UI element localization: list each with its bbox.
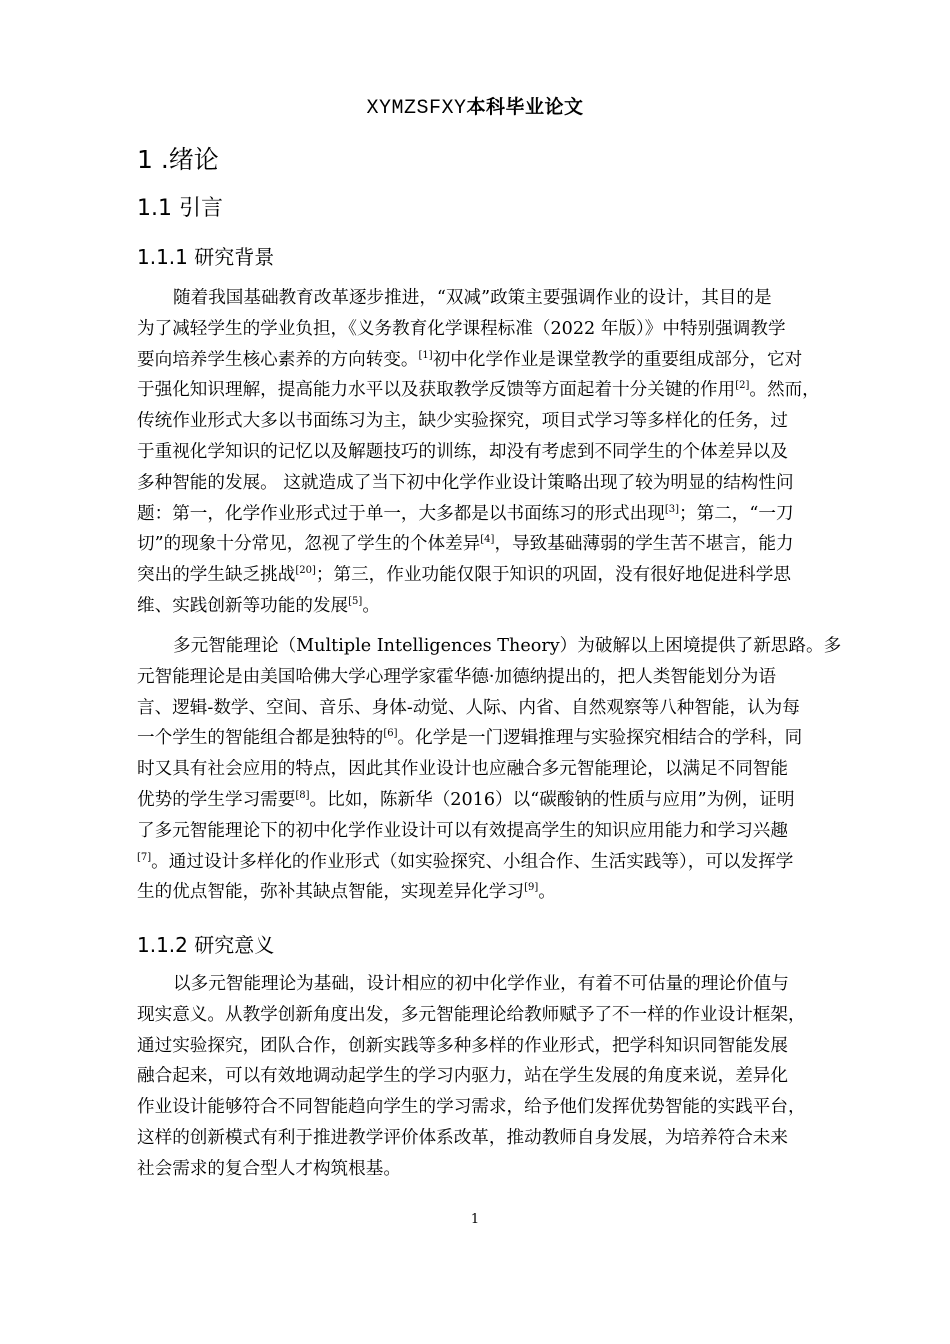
text-line — [137, 375, 859, 406]
text-segment: 突出的学生缺乏挑战 — [137, 565, 296, 586]
text-line: 随着我国基础教育改革逐步推进，“双减”政策主要强调作业的设计，其目的是 — [173, 288, 772, 308]
text-line: 时又具有社会应用的特点，因此其作业设计也应融合多元智能理论，以满足不同智能 — [137, 759, 788, 780]
text-segment: 题：第一，化学作业形式过于单一，大多都是以书面练习的形式出现 — [137, 503, 665, 524]
header-school-code: XYMZSFXY — [366, 97, 467, 120]
text-segment: 。比如，陈新华（2016）以“碳酸钠的性质与应用”为例，证明 — [309, 789, 795, 810]
citation-ref: [2] — [735, 380, 750, 392]
subsection-heading-background: 1.1.1 研究背景 — [137, 245, 275, 269]
text-segment: 。然而， — [749, 380, 820, 401]
text-segment: 。通过设计多样化的作业形式（如实验探究、小组合作、生活实践等），可以发挥学 — [151, 851, 794, 872]
citation-ref: [1] — [418, 349, 433, 361]
text-segment: ，导致基础薄弱的学生苦不堪言，能力 — [494, 534, 794, 555]
text-line: 多种智能的发展。 这就造成了当下初中化学作业设计策略出现了较为明显的结构性问 — [137, 472, 794, 493]
text-line: 为了减轻学生的学业负担，《义务教育化学课程标准（2022 年版）》中特别强调教学 — [137, 318, 786, 339]
text-segment: 。 — [538, 882, 556, 903]
subsection-heading-significance: 1.1.2 研究意义 — [137, 933, 275, 957]
text-line — [137, 847, 859, 878]
text-segment: ；第三，作业功能仅限于知识的巩固，没有很好地促进科学思 — [315, 565, 791, 586]
citation-ref: [20] — [295, 565, 316, 577]
text-line — [137, 591, 859, 622]
paragraph-background-2 — [137, 631, 859, 908]
citation-ref: [7] — [137, 851, 152, 863]
text-line: 通过实验探究，团队合作，创新实践等多种多样的作业形式，把学科知识同智能发展 — [137, 1035, 788, 1056]
text-segment: 生的优点智能，弥补其缺点智能，实现差异化学习 — [137, 882, 525, 903]
running-header — [0, 92, 950, 120]
paragraph-significance — [137, 969, 859, 1185]
citation-ref: [8] — [295, 789, 310, 801]
text-line: 这样的创新模式有利于推进教学评价体系改革，推动教师自身发展，为培养符合未来 — [137, 1127, 788, 1148]
text-segment: 于强化知识理解，提高能力水平以及获取教学反馈等方面起着十分关键的作用 — [137, 380, 736, 401]
header-title: 本科毕业论文 — [466, 96, 584, 118]
text-line: 作业设计能够符合不同智能趋向学生的学习需求，给予他们发挥优势智能的实践平台， — [137, 1097, 806, 1118]
citation-ref: [3] — [664, 503, 679, 515]
text-segment: 一个学生的智能组合都是独特的 — [137, 728, 384, 749]
text-line: 元智能理论是由美国哈佛大学心理学家霍华德·加德纳提出的，把人类智能划分为语 — [137, 666, 776, 687]
page-number: 1 — [470, 1212, 480, 1227]
text-segment: 切”的现象十分常见，忽视了学生的个体差异 — [137, 534, 481, 555]
text-line: 言、逻辑-数学、空间、音乐、身体-动觉、人际、内省、自然观察等八种智能，认为每 — [137, 697, 800, 718]
text-line — [137, 785, 859, 816]
text-line — [137, 529, 859, 560]
text-segment: 。化学是一门逻辑推理与实验探究相结合的学科，同 — [397, 728, 803, 749]
citation-ref: [4] — [480, 534, 495, 546]
text-line — [137, 877, 859, 908]
text-line: 以多元智能理论为基础，设计相应的初中化学作业，有着不可估量的理论价值与 — [173, 974, 789, 994]
text-segment: ；第二，“一刀 — [679, 503, 794, 524]
text-line — [137, 345, 859, 376]
text-line: 现实意义。从教学创新角度出发，多元智能理论给教师赋予了不一样的作业设计框架， — [137, 1004, 806, 1025]
text-segment: 初中化学作业是课堂教学的重要组成部分，它对 — [432, 349, 803, 370]
text-line — [137, 560, 859, 591]
text-segment: 要向培养学生核心素养的方向转变。 — [137, 349, 419, 370]
text-segment: 维、实践创新等功能的发展 — [137, 595, 349, 616]
text-line: 于重视化学知识的记忆以及解题技巧的训练，却没有考虑到不同学生的个体差异以及 — [137, 441, 788, 462]
text-segment: 优势的学生学习需要 — [137, 789, 296, 810]
paragraph-background-1 — [137, 283, 859, 622]
citation-ref: [5] — [348, 595, 363, 607]
citation-ref: [9] — [524, 882, 539, 894]
text-line: 社会需求的复合型人才构筑根基。 — [137, 1158, 401, 1179]
text-line: 融合起来，可以有效地调动起学生的学习内驱力，站在学生发展的角度来说，差异化 — [137, 1066, 788, 1087]
citation-ref: [6] — [383, 728, 398, 740]
text-segment: 。 — [362, 595, 380, 616]
chapter-heading: 1 .绪论 — [137, 145, 219, 174]
text-line — [137, 499, 859, 530]
text-line — [137, 723, 859, 754]
section-heading: 1.1 引言 — [137, 196, 223, 221]
text-line: 了多元智能理论下的初中化学作业设计可以有效提高学生的知识应用能力和学习兴趣 — [137, 820, 788, 841]
text-line: 传统作业形式大多以书面练习为主，缺少实验探究，项目式学习等多样化的任务，过 — [137, 411, 788, 432]
text-line: 多元智能理论（Multiple Intelligences Theory）为破解以上困境提供了新思路。多 — [173, 636, 842, 656]
